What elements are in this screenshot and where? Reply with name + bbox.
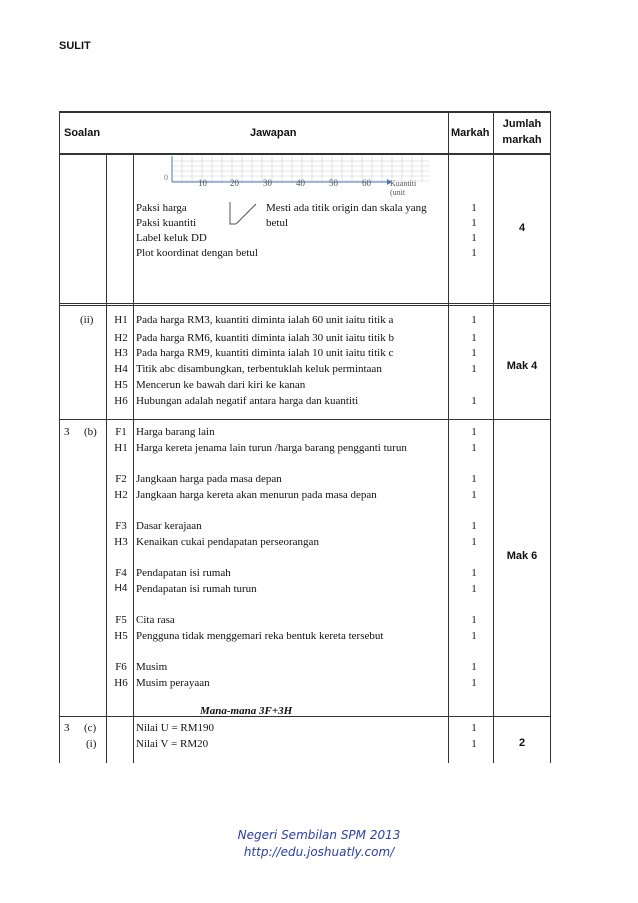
mark: 1 [471, 661, 477, 673]
point-code: F3 [115, 520, 127, 532]
point-code: H3 [114, 536, 128, 548]
answer-line: Nilai U = RM190 [136, 722, 215, 734]
question-number: 3 [64, 722, 70, 734]
mark: 1 [471, 363, 477, 375]
point-code: F5 [115, 614, 127, 626]
col-divider-codes [106, 155, 107, 763]
point-code: H4 [114, 363, 128, 375]
graph-tick-30: 30 [263, 178, 272, 188]
mark: 1 [471, 489, 477, 501]
any-combination-note: Mana-mana 3F+3H [200, 705, 293, 717]
total-marks: 4 [518, 222, 526, 234]
question-part: (b) [84, 426, 97, 438]
mark: 1 [471, 583, 477, 595]
point-code: H3 [114, 347, 128, 359]
total-marks: Mak 4 [506, 360, 538, 372]
table-top-border [59, 111, 551, 113]
question-label: (ii) [80, 314, 94, 326]
answer-line: Titik abc disambungkan, terbentuklah keluk permintaan [136, 363, 382, 375]
answer-line: Pendapatan isi rumah [136, 567, 231, 579]
answer-line: Dasar kerajaan [136, 520, 202, 532]
point-code: H2 [114, 489, 128, 501]
answer-line: Pada harga RM9, kuantiti diminta ialah 10 unit iaitu titik c [136, 347, 394, 359]
demand-graph [152, 156, 432, 197]
total-marks: 2 [518, 737, 526, 749]
mark: 1 [471, 314, 477, 326]
answer-line: Hubungan adalah negatif antara harga dan kuantiti [136, 395, 359, 407]
footer-url[interactable]: http://edu.joshuatly.com/ [243, 845, 395, 859]
answer-line: Pengguna tidak menggemari reka bentuk kereta tersebut [136, 630, 384, 642]
graph-xlabel: Kuantiti (unit [390, 179, 417, 197]
mark: 1 [471, 442, 477, 454]
answer-line: Pada harga RM6, kuantiti diminta ialah 30 unit iaitu titik b [136, 332, 394, 344]
point-code: H4 [114, 583, 128, 594]
mark: 1 [471, 536, 477, 548]
answer-line: Kenaikan cukai pendapatan perseorangan [136, 536, 319, 548]
question-number: 3 [64, 426, 70, 438]
point-code: H2 [114, 332, 128, 344]
note-line: Mesti ada titik origin dan skala yang [266, 202, 427, 214]
mark: 1 [471, 738, 477, 750]
mark: 1 [471, 473, 477, 485]
graph-tick-20: 20 [230, 178, 239, 188]
point-code: F6 [115, 661, 127, 673]
bracket-icon [228, 200, 260, 230]
mark: 1 [471, 520, 477, 532]
point-code: H1 [114, 314, 128, 326]
graph-tick-50: 50 [329, 178, 338, 188]
mark: 1 [471, 630, 477, 642]
answer-line: Mencerun ke bawah dari kiri ke kanan [136, 379, 306, 391]
header-markah-2: markah [502, 134, 542, 146]
col-divider-jumlah [493, 111, 494, 763]
mark: 1 [471, 202, 477, 214]
point-code: F2 [115, 473, 127, 485]
row-divider-3b [493, 716, 551, 717]
col-divider-markah [448, 111, 449, 763]
mark: 1 [471, 347, 477, 359]
answer-line: Label keluk DD [136, 232, 207, 244]
mark: 1 [471, 395, 477, 407]
answer-line: Cita rasa [136, 614, 175, 626]
answer-line: Nilai V = RM20 [136, 738, 209, 750]
header-jawapan: Jawapan [250, 127, 297, 139]
point-code: F4 [115, 567, 127, 579]
answer-line: Pendapatan isi rumah turun [136, 583, 257, 595]
graph-tick-40: 40 [296, 178, 305, 188]
graph-origin: 0 [164, 173, 168, 182]
answer-line: Paksi kuantiti [136, 217, 197, 229]
header-soalan: Soalan [64, 127, 101, 139]
answer-line: Jangkaan harga kereta akan menurun pada masa depan [136, 489, 377, 501]
mark: 1 [471, 426, 477, 438]
question-subpart: (i) [86, 738, 97, 750]
footer-source: Negeri Sembilan SPM 2013 [237, 828, 401, 842]
mark: 1 [471, 722, 477, 734]
question-part: (c) [84, 722, 97, 734]
answer-line: Musim perayaan [136, 677, 210, 689]
answer-line: Pada harga RM3, kuantiti diminta ialah 60 unit iaitu titik a [136, 314, 394, 326]
mark: 1 [471, 614, 477, 626]
mark: 1 [471, 677, 477, 689]
point-code: H5 [114, 379, 128, 391]
answer-line: Plot koordinat dengan betul [136, 247, 258, 259]
header-jumlah: Jumlah [502, 118, 542, 130]
total-marks: Mak 6 [506, 550, 538, 562]
table-right-border [550, 111, 551, 763]
mark: 1 [471, 567, 477, 579]
answer-line: Harga barang lain [136, 426, 215, 438]
sulit-label: SULIT [59, 40, 91, 52]
point-code: H1 [114, 442, 128, 454]
point-code: H6 [114, 677, 128, 689]
table-left-border [59, 111, 60, 763]
answer-line: Paksi harga [136, 202, 187, 214]
answer-line: Musim [136, 661, 168, 673]
note-line: betul [266, 217, 288, 229]
mark: 1 [471, 217, 477, 229]
point-code: F1 [115, 426, 127, 438]
mark: 1 [471, 232, 477, 244]
answer-line: Harga kereta jenama lain turun /harga barang pengganti turun [136, 442, 407, 454]
point-code: H5 [114, 630, 128, 642]
mark: 1 [471, 332, 477, 344]
point-code: H6 [114, 395, 128, 407]
mark: 1 [471, 247, 477, 259]
answer-line: Jangkaan harga pada masa depan [136, 473, 282, 485]
graph-tick-10: 10 [198, 178, 207, 188]
header-markah: Markah [451, 127, 490, 139]
graph-tick-60: 60 [362, 178, 371, 188]
